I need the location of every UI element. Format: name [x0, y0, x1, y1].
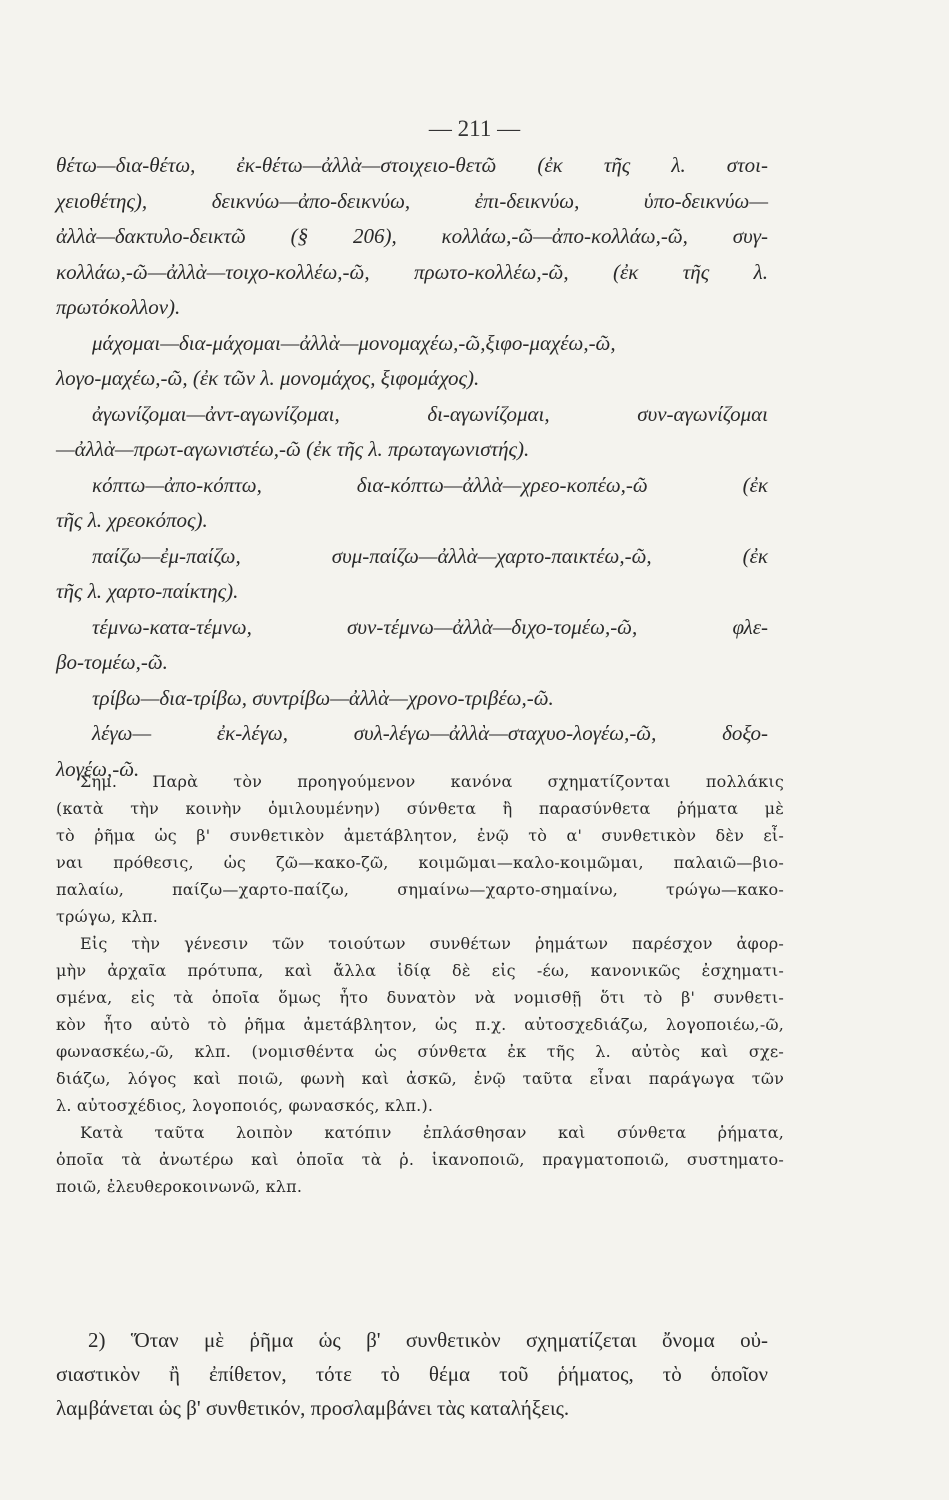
- section-line: σιαστικὸν ἢ ἐπίθετον, τότε τὸ θέμα τοῦ ῥήματος, τὸ ὁποῖον: [56, 1362, 768, 1386]
- note-line: κὸν ἦτο αὐτὸ τὸ ῥῆμα ἀμετάβλητον, ὡς π.χ. αὐτοσχεδιάζω, λογοποιέω,-ῶ,: [56, 1015, 784, 1034]
- section-line: 2) Ὅταν μὲ ῥῆμα ὡς β' συνθετικὸν σχηματίζεται ὄνομα οὐ-: [88, 1328, 768, 1352]
- note-line: Εἰς τὴν γένεσιν τῶν τοιούτων συνθέτων ῥημάτων παρέσχον ἀφορ-: [80, 934, 784, 953]
- note-line: σμένα, εἰς τὰ ὁποῖα ὅμως ἦτο δυνατὸν νὰ νομισθῇ ὅτι τὸ β' συνθετι-: [56, 988, 784, 1007]
- note-line: διάζω, λόγος καὶ ποιῶ, φωνὴ καὶ ἀσκῶ, ἐνῷ ταῦτα εἶναι παράγωγα τῶν: [56, 1069, 784, 1088]
- note-line: τρώγω, κλπ.: [56, 907, 159, 926]
- note-line: φωνασκέω,-ῶ, κλπ. (νομισθέντα ὡς σύνθετα ἐκ τῆς λ. αὐτὸς καὶ σχε-: [56, 1042, 784, 1061]
- text-line: ἀλλὰ—δακτυλο-δεικτῶ (§ 206), κολλάω,-ῶ—ἀπο-κολλάω,-ῶ, συγ-: [56, 224, 768, 248]
- text-line: βο-τομέω,-ῶ.: [56, 650, 168, 674]
- note-line: μὴν ἀρχαῖα πρότυπα, καὶ ἄλλα ἰδίᾳ δὲ εἰς -έω, κανονικῶς ἐσχηματι-: [56, 961, 784, 980]
- main-text-block: [56, 148, 768, 787]
- note-line: παλαίω, παίζω—χαρτο-παίζω, σημαίνω—χαρτο-σημαίνω, τρώγω—κακο-: [56, 880, 784, 899]
- text-line: λογο-μαχέω,-ῶ, (ἐκ τῶν λ. μονομάχος, ξιφομάχος).: [56, 366, 480, 390]
- text-line: χειοθέτης), δεικνύω—ἀπο-δεικνύω, ἐπι-δεικνύω, ὑπο-δεικνύω—: [56, 188, 768, 213]
- section-2-block: [56, 1323, 768, 1425]
- text-line: λέγω— ἐκ-λέγω, συλ-λέγω—ἀλλὰ—σταχυο-λογέω,-ῶ, δοξο-: [92, 721, 768, 745]
- note-line: Κατὰ ταῦτα λοιπὸν κατόπιν ἐπλάσθησαν καὶ σύνθετα ῥήματα,: [80, 1123, 784, 1142]
- note-block: [56, 768, 784, 1200]
- text-line: θέτω—δια-θέτω, ἐκ-θέτω—ἀλλὰ—στοιχειο-θετῶ (ἐκ τῆς λ. στοι-: [56, 153, 768, 177]
- text-line: μάχομαι—δια-μάχομαι—ἀλλὰ—μονομαχέω,-ῶ,ξιφο-μαχέω,-ῶ,: [92, 330, 616, 355]
- note-line: ναι πρόθεσις, ὡς ζῶ—κακο-ζῶ, κοιμῶμαι—καλο-κοιμῶμαι, παλαιῶ—βιο-: [56, 853, 784, 872]
- text-line: —ἀλλὰ—πρωτ-αγωνιστέω,-ῶ (ἐκ τῆς λ. πρωταγωνιστής).: [56, 437, 530, 461]
- text-line: τῆς λ. χαρτο-παίκτης).: [56, 579, 239, 603]
- text-line: τέμνω-κατα-τέμνω, συν-τέμνω—ἀλλὰ—διχο-τομέω,-ῶ, φλε-: [92, 614, 768, 639]
- note-line: ὁποῖα τὰ ἀνωτέρω καὶ ὁποῖα τὰ ῥ. ἱκανοποιῶ, πραγματοποιῶ, συστηματο-: [56, 1150, 784, 1169]
- note-line: Σημ. Παρὰ τὸν προηγούμενον κανόνα σχηματίζονται πολλάκις: [80, 772, 784, 791]
- note-line: λ. αὐτοσχέδιος, λογοποιός, φωνασκός, κλπ.).: [56, 1096, 434, 1115]
- text-line: λογέω,-ῶ.: [56, 756, 140, 781]
- text-line: κόπτω—ἀπο-κόπτω, δια-κόπτω—ἀλλὰ—χρεο-κοπέω,-ῶ (ἐκ: [92, 472, 768, 497]
- text-line: πρωτόκολλον).: [56, 295, 181, 319]
- note-line: τὸ ῥῆμα ὡς β' συνθετικὸν ἀμετάβλητον, ἐνῷ τὸ α' συνθετικὸν δὲν εἶ-: [56, 826, 784, 845]
- page-number: — 211 —: [428, 116, 521, 141]
- text-line: τῆς λ. χρεοκόπος).: [56, 508, 208, 532]
- note-line: ποιῶ, ἐλευθεροκοινωνῶ, κλπ.: [56, 1177, 303, 1196]
- note-line: (κατὰ τὴν κοινὴν ὁμιλουμένην) σύνθετα ἢ παρασύνθετα ῥήματα μὲ: [56, 799, 784, 818]
- text-line: τρίβω—δια-τρίβω, συντρίβω—ἀλλὰ—χρονο-τριβέω,-ῶ.: [92, 685, 554, 710]
- text-line: κολλάω,-ῶ—ἀλλὰ—τοιχο-κολλέω,-ῶ, πρωτο-κολλέω,-ῶ, (ἐκ τῆς λ.: [56, 259, 768, 284]
- text-line: ἀγωνίζομαι—ἀντ-αγωνίζομαι, δι-αγωνίζομαι, συν-αγωνίζομαι: [92, 401, 768, 426]
- text-line: παίζω—ἐμ-παίζω, συμ-παίζω—ἀλλὰ—χαρτο-παικτέω,-ῶ, (ἐκ: [92, 543, 768, 568]
- section-line: λαμβάνεται ὡς β' συνθετικόν, προσλαμβάνει τὰς καταλήξεις.: [56, 1396, 570, 1420]
